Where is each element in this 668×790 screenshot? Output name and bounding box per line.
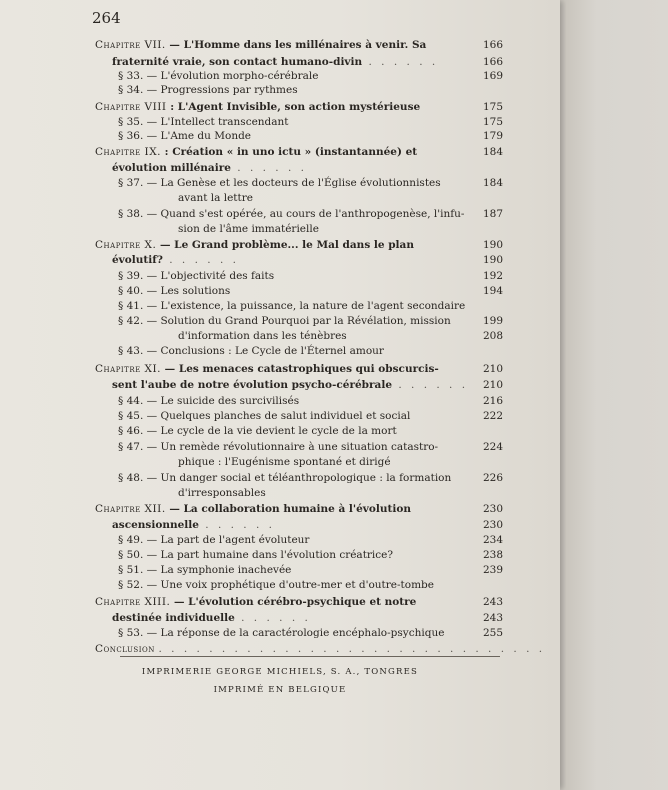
chapter-title: : Création « in uno ictu » (instantannée) et [161, 146, 418, 158]
chapter-title-continued [112, 378, 503, 392]
section-number: § 48. [118, 472, 144, 484]
section-entry [118, 626, 503, 640]
page-ref: 199 [482, 315, 503, 327]
section-title: — Progressions par rythmes [143, 84, 298, 96]
page-ref: 243 [482, 596, 503, 608]
section-title: — Un remède révolutionnaire à une situation catastro- [143, 441, 439, 453]
adjacent-page-edge [566, 0, 668, 790]
chapter-label: Chapitre X. [95, 239, 157, 251]
section-title-continued [178, 455, 503, 469]
page-ref: 222 [482, 410, 503, 422]
page-ref: 255 [482, 627, 503, 639]
section-entry [118, 69, 503, 83]
section-entry [118, 207, 503, 221]
page-ref: 190 [482, 254, 503, 266]
chapter-title: — L'évolution cérébro-psychique et notre [170, 596, 417, 608]
chapter-title: — Le Grand problème... le Mal dans le plan [156, 239, 414, 251]
chapter-label: Chapitre XIII. [95, 596, 171, 608]
page-ref: 190 [482, 239, 503, 251]
page-ref: 187 [482, 208, 503, 220]
section-title: — L'existence, la puissance, la nature de l'agent secondaire [143, 300, 466, 312]
section-entry [118, 344, 503, 358]
section-title: — Conclusions : Le Cycle de l'Éternel amour [143, 345, 384, 357]
page-ref: 184 [482, 177, 503, 189]
section-entry [118, 299, 503, 313]
chapter-title: ascensionnelle [112, 519, 199, 531]
page-ref: 208 [482, 330, 503, 342]
page-ref: 226 [482, 472, 503, 484]
page-ref: 179 [482, 130, 503, 142]
page-ref: 166 [482, 56, 503, 68]
section-entry [118, 471, 503, 485]
page-ref: 238 [482, 549, 503, 561]
page-ref: 194 [482, 285, 503, 297]
page-number: 264 [92, 9, 121, 27]
section-title: — L'Intellect transcendant [143, 116, 289, 128]
chapter-entry [95, 595, 503, 609]
section-entry [118, 314, 503, 328]
section-title: — L'objectivité des faits [143, 270, 275, 282]
section-number: § 43. [118, 345, 144, 357]
chapter-title: fraternité vraie, son contact humano-divin [112, 56, 363, 68]
section-title: — Le suicide des surcivilisés [143, 395, 300, 407]
section-entry [118, 548, 503, 562]
section-number: § 49. [118, 534, 144, 546]
section-entry [118, 129, 503, 143]
section-number: § 38. [118, 208, 144, 220]
chapter-label: Chapitre VII. [95, 39, 166, 51]
section-title: phique : l'Eugénisme spontané et dirigé [178, 456, 391, 468]
section-number: § 45. [118, 410, 144, 422]
leader-dots: . . . . . . [234, 612, 311, 624]
section-title: — La part humaine dans l'évolution créatrice? [143, 549, 394, 561]
section-title: — Une voix prophétique d'outre-mer et d'outre-tombe [143, 579, 434, 591]
chapter-title-continued [112, 161, 503, 175]
section-number: § 41. [118, 300, 144, 312]
section-number: § 37. [118, 177, 144, 189]
section-entry [118, 424, 503, 438]
section-entry [118, 83, 503, 97]
chapter-title: sent l'aube de notre évolution psycho-cérébrale [112, 379, 392, 391]
section-number: § 51. [118, 564, 144, 576]
section-number: § 39. [118, 270, 144, 282]
page-ref: 166 [482, 39, 503, 51]
leader-dots: . . . . . . [230, 162, 307, 174]
leader-dots: . . . . . . [162, 254, 239, 266]
section-number: § 36. [118, 130, 144, 142]
section-title-continued [178, 329, 503, 343]
leader-dots: . . . . . . . . . . . . . . . . . . . . . . . . . . . . . . . [158, 643, 546, 655]
page-ref: 224 [482, 441, 503, 453]
section-title: — La réponse de la caractérologie encéphalo-psychique [143, 627, 445, 639]
page-ref: 175 [482, 101, 503, 113]
chapter-title-continued [112, 55, 503, 69]
chapter-title: — L'Homme dans les millénaires à venir. Sa [165, 39, 427, 51]
printer-imprint: IMPRIMERIE GEORGE MICHIELS, S. A., TONGRES [141, 667, 419, 677]
page-ref: 192 [482, 270, 503, 282]
chapter-title: évolution millénaire [112, 162, 231, 174]
section-title-continued [178, 191, 503, 205]
leader-dots: . . . . . . [362, 56, 439, 68]
section-title: d'irresponsables [178, 487, 266, 499]
chapter-entry [95, 362, 503, 376]
chapter-entry [95, 38, 503, 52]
page-ref: 234 [482, 534, 503, 546]
page-ref: 169 [482, 70, 503, 82]
chapter-title: : L'Agent Invisible, son action mystérieuse [166, 101, 421, 113]
chapter-entry [95, 502, 503, 516]
page-ref: 210 [482, 363, 503, 375]
section-title: — Le cycle de la vie devient le cycle de la mort [143, 425, 397, 437]
section-entry [118, 176, 503, 190]
page-ref: 239 [482, 564, 503, 576]
section-title-continued [178, 222, 503, 236]
section-title: — La symphonie inachevée [143, 564, 292, 576]
section-title-continued [178, 486, 503, 500]
leader-dots: . . . . . . [392, 379, 469, 391]
page-ref: 230 [482, 519, 503, 531]
section-number: § 44. [118, 395, 144, 407]
section-number: § 35. [118, 116, 144, 128]
section-title: d'information dans les ténèbres [178, 330, 347, 342]
section-entry [118, 115, 503, 129]
section-number: § 50. [118, 549, 144, 561]
section-number: § 47. [118, 441, 144, 453]
chapter-entry [95, 100, 503, 114]
page-ref: 230 [482, 503, 503, 515]
page-ref: 175 [482, 116, 503, 128]
chapter-title: — La collaboration humaine à l'évolution [165, 503, 412, 515]
section-title: — L'évolution morpho-cérébrale [143, 70, 319, 82]
section-title: — La part de l'agent évoluteur [143, 534, 310, 546]
section-title: — Solution du Grand Pourquoi par la Révélation, mission [143, 315, 451, 327]
chapter-label: Conclusion [95, 643, 155, 655]
section-number: § 34. [118, 84, 144, 96]
section-entry [118, 409, 503, 423]
chapter-label: Chapitre VIII [95, 101, 167, 113]
section-number: § 52. [118, 579, 144, 591]
section-number: § 53. [118, 627, 144, 639]
page-ref: 243 [482, 612, 503, 624]
page-ref: 210 [482, 379, 503, 391]
chapter-entry [95, 145, 503, 159]
chapter-title-continued [112, 253, 503, 267]
chapter-entry [95, 238, 503, 252]
section-entry [118, 394, 503, 408]
section-title: avant la lettre [178, 192, 253, 204]
section-number: § 40. [118, 285, 144, 297]
section-title: — Quand s'est opérée, au cours de l'anthropogenèse, l'infu- [143, 208, 465, 220]
section-entry [118, 578, 503, 592]
leader-dots: . . . . . . [198, 519, 275, 531]
section-title: — Un danger social et téléanthropologique : la formation [143, 472, 452, 484]
chapter-label: Chapitre XII. [95, 503, 166, 515]
page-ref: 216 [482, 395, 503, 407]
chapter-title-continued [112, 518, 503, 532]
chapter-title: évolutif? [112, 254, 163, 266]
section-title: — Quelques planches de salut individuel et social [143, 410, 411, 422]
section-title: — L'Ame du Monde [143, 130, 252, 142]
chapter-title: destinée individuelle [112, 612, 235, 624]
page-ref: 184 [482, 146, 503, 158]
section-number: § 33. [118, 70, 144, 82]
section-number: § 42. [118, 315, 144, 327]
section-entry [118, 269, 503, 283]
section-title: — Les solutions [143, 285, 231, 297]
divider [120, 656, 500, 657]
section-entry [118, 440, 503, 454]
section-entry [118, 533, 503, 547]
section-number: § 46. [118, 425, 144, 437]
section-title: — La Genèse et les docteurs de l'Église évolutionnistes [143, 177, 441, 189]
section-entry [118, 563, 503, 577]
chapter-title-continued [112, 611, 503, 625]
section-entry [118, 284, 503, 298]
printed-in-notice: IMPRIMÉ EN BELGIQUE [213, 685, 347, 695]
chapter-entry [95, 642, 546, 656]
chapter-label: Chapitre IX. [95, 146, 162, 158]
chapter-label: Chapitre XI. [95, 363, 162, 375]
section-title: sion de l'âme immatérielle [178, 223, 319, 235]
chapter-title: — Les menaces catastrophiques qui obscurcis- [161, 363, 439, 375]
